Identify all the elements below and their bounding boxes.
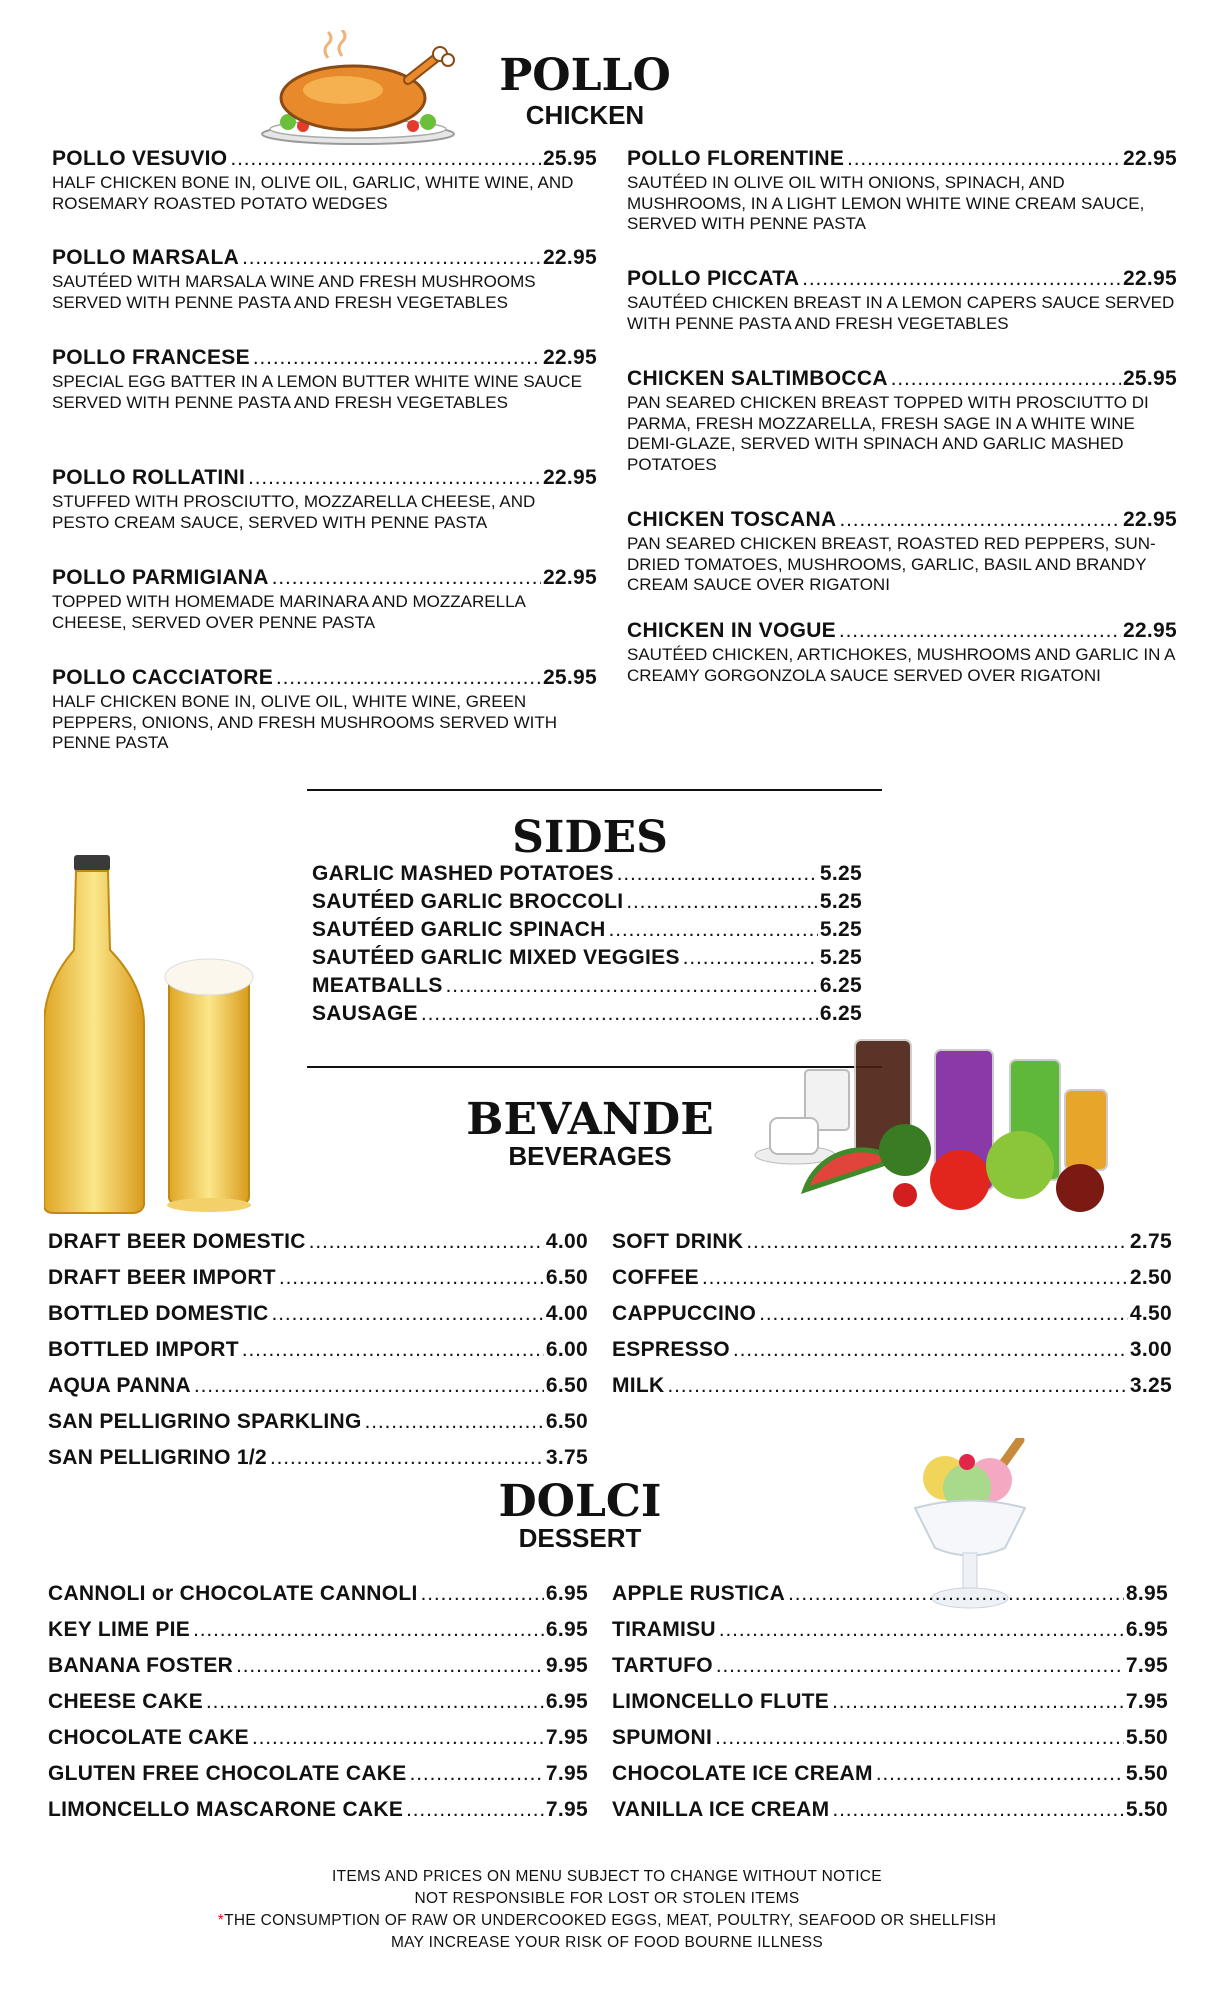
item-name: TARTUFO	[612, 1654, 713, 1677]
item-name: BOTTLED DOMESTIC	[48, 1302, 269, 1325]
menu-item	[612, 1654, 1168, 1678]
menu-item	[48, 1374, 588, 1398]
item-name: LIMONCELLO FLUTE	[612, 1690, 830, 1713]
item-name: CHEESE CAKE	[48, 1690, 203, 1713]
item-name: POLLO ROLLATINI	[52, 466, 246, 489]
menu-item	[48, 1582, 588, 1606]
item-name: SAN PELLIGRINO SPARKLING	[48, 1410, 362, 1433]
item-name: SPUMONI	[612, 1726, 713, 1749]
item-name: CANNOLI or CHOCOLATE CANNOLI	[48, 1582, 418, 1605]
item-price: 4.00	[545, 1302, 588, 1325]
item-price: 22.95	[542, 246, 597, 269]
item-name: GLUTEN FREE CHOCOLATE CAKE	[48, 1762, 407, 1785]
item-name: SAUTÉED GARLIC BROCCOLI	[312, 890, 624, 913]
beer-bottle-and-glass-icon	[44, 855, 264, 1215]
menu-item	[612, 1798, 1168, 1822]
item-price: 22.95	[542, 346, 597, 369]
item-description: SAUTÉED IN OLIVE OIL WITH ONIONS, SPINACH, AND MUSHROOMS, IN A LIGHT LEMON WHITE WINE CREAM SAUCE, SERVED WITH PENNE PASTA	[627, 173, 1145, 233]
menu-item	[52, 246, 597, 313]
item-description: SAUTÉED WITH MARSALA WINE AND FRESH MUSHROOMS SERVED WITH PENNE PASTA AND FRESH VEGETABLES	[52, 272, 536, 312]
item-price: 5.25	[819, 890, 862, 913]
item-name: VANILLA ICE CREAM	[612, 1798, 830, 1821]
footer-notice	[0, 1866, 1214, 1954]
item-price: 4.00	[545, 1230, 588, 1253]
bevande-title: BEVANDE	[466, 1094, 714, 1145]
menu-item	[48, 1726, 588, 1750]
item-price: 6.95	[545, 1618, 588, 1641]
menu-item	[48, 1410, 588, 1434]
menu-item	[612, 1690, 1168, 1714]
item-description: HALF CHICKEN BONE IN, OLIVE OIL, GARLIC, WHITE WINE, AND ROSEMARY ROASTED POTATO WEDGES	[52, 173, 574, 213]
item-name: CHICKEN IN VOGUE	[627, 619, 836, 642]
item-price: 5.50	[1125, 1762, 1168, 1785]
item-description: SAUTÉED CHICKEN, ARTICHOKES, MUSHROOMS AND GARLIC IN A CREAMY GORGONZOLA SAUCE SERVED OVER RIGATONI	[627, 645, 1175, 685]
menu-item	[312, 918, 862, 942]
item-description: HALF CHICKEN BONE IN, OLIVE OIL, WHITE WINE, GREEN PEPPERS, ONIONS, AND FRESH MUSHROOMS SERVED WITH PENNE PASTA	[52, 692, 558, 752]
asterisk: *	[217, 1912, 225, 1929]
item-name: POLLO FRANCESE	[52, 346, 250, 369]
menu-item	[52, 346, 597, 413]
menu-item	[48, 1654, 588, 1678]
item-name: POLLO VESUVIO	[52, 147, 228, 170]
menu-item	[312, 862, 862, 886]
item-price: 25.95	[542, 147, 597, 170]
menu-item	[52, 147, 597, 214]
item-description: SAUTÉED CHICKEN BREAST IN A LEMON CAPERS SAUCE SERVED WITH PENNE PASTA AND FRESH VEGETABLES	[627, 293, 1175, 333]
item-price: 7.95	[1125, 1690, 1168, 1713]
menu-item	[52, 566, 597, 633]
item-price: 6.95	[1125, 1618, 1168, 1641]
item-name: SAUTÉED GARLIC SPINACH	[312, 918, 606, 941]
item-name: KEY LIME PIE	[48, 1618, 191, 1641]
menu-item	[627, 267, 1177, 334]
dolci-title: DOLCI	[498, 1476, 662, 1527]
item-name: POLLO CACCIATORE	[52, 666, 274, 689]
item-name: POLLO PICCATA	[627, 267, 800, 290]
menu-item	[48, 1618, 588, 1642]
menu-item	[612, 1266, 1172, 1290]
item-price: 9.95	[545, 1654, 588, 1677]
menu-item	[48, 1302, 588, 1326]
menu-item	[627, 367, 1177, 475]
item-price: 6.00	[545, 1338, 588, 1361]
item-price: 22.95	[1122, 508, 1177, 531]
pollo-title: POLLO	[499, 50, 671, 101]
item-name: BANANA FOSTER	[48, 1654, 234, 1677]
item-name: DRAFT BEER IMPORT	[48, 1266, 276, 1289]
item-description: SPECIAL EGG BATTER IN A LEMON BUTTER WHITE WINE SAUCE SERVED WITH PENNE PASTA AND FRESH VEGETABLES	[52, 372, 582, 412]
item-price: 5.50	[1125, 1726, 1168, 1749]
menu-item	[48, 1266, 588, 1290]
menu-item	[48, 1798, 588, 1822]
menu-item	[48, 1230, 588, 1254]
item-price: 22.95	[1122, 147, 1177, 170]
item-price: 22.95	[542, 566, 597, 589]
item-name: ESPRESSO	[612, 1338, 730, 1361]
item-price: 5.25	[819, 918, 862, 941]
menu-item	[612, 1230, 1172, 1254]
item-price: 4.50	[1129, 1302, 1172, 1325]
item-price: 22.95	[1122, 267, 1177, 290]
item-name: CHICKEN SALTIMBOCCA	[627, 367, 888, 390]
item-price: 22.95	[542, 466, 597, 489]
item-name: CHOCOLATE ICE CREAM	[612, 1762, 873, 1785]
menu-item	[627, 508, 1177, 596]
item-price: 5.50	[1125, 1798, 1168, 1821]
menu-item	[48, 1690, 588, 1714]
menu-item	[48, 1762, 588, 1786]
footer-line	[0, 1910, 1214, 1932]
footer-line-text: THE CONSUMPTION OF RAW OR UNDERCOOKED EGGS, MEAT, POULTRY, SEAFOOD OR SHELLFISH	[224, 1912, 997, 1929]
item-price: 7.95	[1125, 1654, 1168, 1677]
menu-item	[612, 1374, 1172, 1398]
item-name: SAUSAGE	[312, 1002, 418, 1025]
item-price: 7.95	[545, 1726, 588, 1749]
item-description: PAN SEARED CHICKEN BREAST TOPPED WITH PROSCIUTTO DI PARMA, FRESH MOZZARELLA, FRESH SAGE IN A WHITE WINE DEMI-GLAZE, SERVED WITH SPINACH AND GARLIC MASHED POTATOES	[627, 393, 1149, 474]
item-name: POLLO PARMIGIANA	[52, 566, 269, 589]
menu-item	[612, 1726, 1168, 1750]
item-price: 22.95	[1122, 619, 1177, 642]
item-price: 6.50	[545, 1410, 588, 1433]
divider	[307, 789, 882, 791]
sides-title: SIDES	[512, 812, 668, 863]
item-name: SAUTÉED GARLIC MIXED VEGGIES	[312, 946, 680, 969]
roast-chicken-icon	[258, 30, 458, 148]
item-price: 5.25	[819, 862, 862, 885]
menu-item	[612, 1338, 1172, 1362]
item-name: CAPPUCCINO	[612, 1302, 757, 1325]
footer-line: MAY INCREASE YOUR RISK OF FOOD BOURNE ILLNESS	[390, 1934, 824, 1951]
item-price: 25.95	[542, 666, 597, 689]
pollo-subtitle: CHICKEN	[525, 100, 645, 130]
item-name: POLLO FLORENTINE	[627, 147, 845, 170]
item-price: 3.75	[545, 1446, 588, 1469]
item-price: 2.75	[1129, 1230, 1172, 1253]
footer-line: NOT RESPONSIBLE FOR LOST OR STOLEN ITEMS	[414, 1890, 800, 1907]
item-price: 5.25	[819, 946, 862, 969]
item-name: SAN PELLIGRINO 1/2	[48, 1446, 267, 1469]
item-name: DRAFT BEER DOMESTIC	[48, 1230, 306, 1253]
item-price: 6.95	[545, 1690, 588, 1713]
item-price: 25.95	[1122, 367, 1177, 390]
menu-item	[312, 890, 862, 914]
item-price: 3.25	[1129, 1374, 1172, 1397]
menu-item	[627, 147, 1177, 235]
footer-line: ITEMS AND PRICES ON MENU SUBJECT TO CHANGE WITHOUT NOTICE	[332, 1868, 882, 1885]
item-name: POLLO MARSALA	[52, 246, 240, 269]
menu-item	[612, 1762, 1168, 1786]
menu-item	[312, 974, 862, 998]
item-price: 7.95	[545, 1798, 588, 1821]
menu-item	[52, 466, 597, 533]
item-price: 6.25	[819, 974, 862, 997]
item-name: TIRAMISU	[612, 1618, 716, 1641]
bevande-subtitle: BEVERAGES	[508, 1141, 672, 1171]
item-price: 8.95	[1125, 1582, 1168, 1605]
item-price: 7.95	[545, 1762, 588, 1785]
item-name: BOTTLED IMPORT	[48, 1338, 239, 1361]
menu-item	[612, 1302, 1172, 1326]
item-name: APPLE RUSTICA	[612, 1582, 786, 1605]
menu-item	[612, 1618, 1168, 1642]
item-name: SOFT DRINK	[612, 1230, 744, 1253]
menu-item	[612, 1582, 1168, 1606]
menu-item	[627, 619, 1177, 686]
item-name: MILK	[612, 1374, 665, 1397]
item-description: PAN SEARED CHICKEN BREAST, ROASTED RED PEPPERS, SUN-DRIED TOMATOES, MUSHROOMS, GARLIC, BASIL AND BRANDY CREAM SAUCE OVER RIGATONI	[627, 534, 1156, 594]
item-name: AQUA PANNA	[48, 1374, 191, 1397]
item-price: 6.50	[545, 1266, 588, 1289]
menu-item	[312, 946, 862, 970]
item-name: CHICKEN TOSCANA	[627, 508, 837, 531]
item-price: 6.95	[545, 1582, 588, 1605]
item-name: LIMONCELLO MASCARONE CAKE	[48, 1798, 404, 1821]
dolci-subtitle: DESSERT	[518, 1523, 642, 1553]
item-price: 6.25	[819, 1002, 862, 1025]
menu-item	[48, 1338, 588, 1362]
item-price: 2.50	[1129, 1266, 1172, 1289]
item-description: STUFFED WITH PROSCIUTTO, MOZZARELLA CHEESE, AND PESTO CREAM SAUCE, SERVED WITH PENNE PASTA	[52, 492, 536, 532]
item-description: TOPPED WITH HOMEMADE MARINARA AND MOZZARELLA CHEESE, SERVED OVER PENNE PASTA	[52, 592, 525, 632]
item-name: MEATBALLS	[312, 974, 443, 997]
menu-item	[48, 1446, 588, 1470]
menu-item	[52, 666, 597, 754]
item-name: CHOCOLATE CAKE	[48, 1726, 249, 1749]
item-price: 6.50	[545, 1374, 588, 1397]
item-name: GARLIC MASHED POTATOES	[312, 862, 614, 885]
item-name: COFFEE	[612, 1266, 699, 1289]
item-price: 3.00	[1129, 1338, 1172, 1361]
drinks-and-fruit-icon	[745, 1000, 1145, 1215]
